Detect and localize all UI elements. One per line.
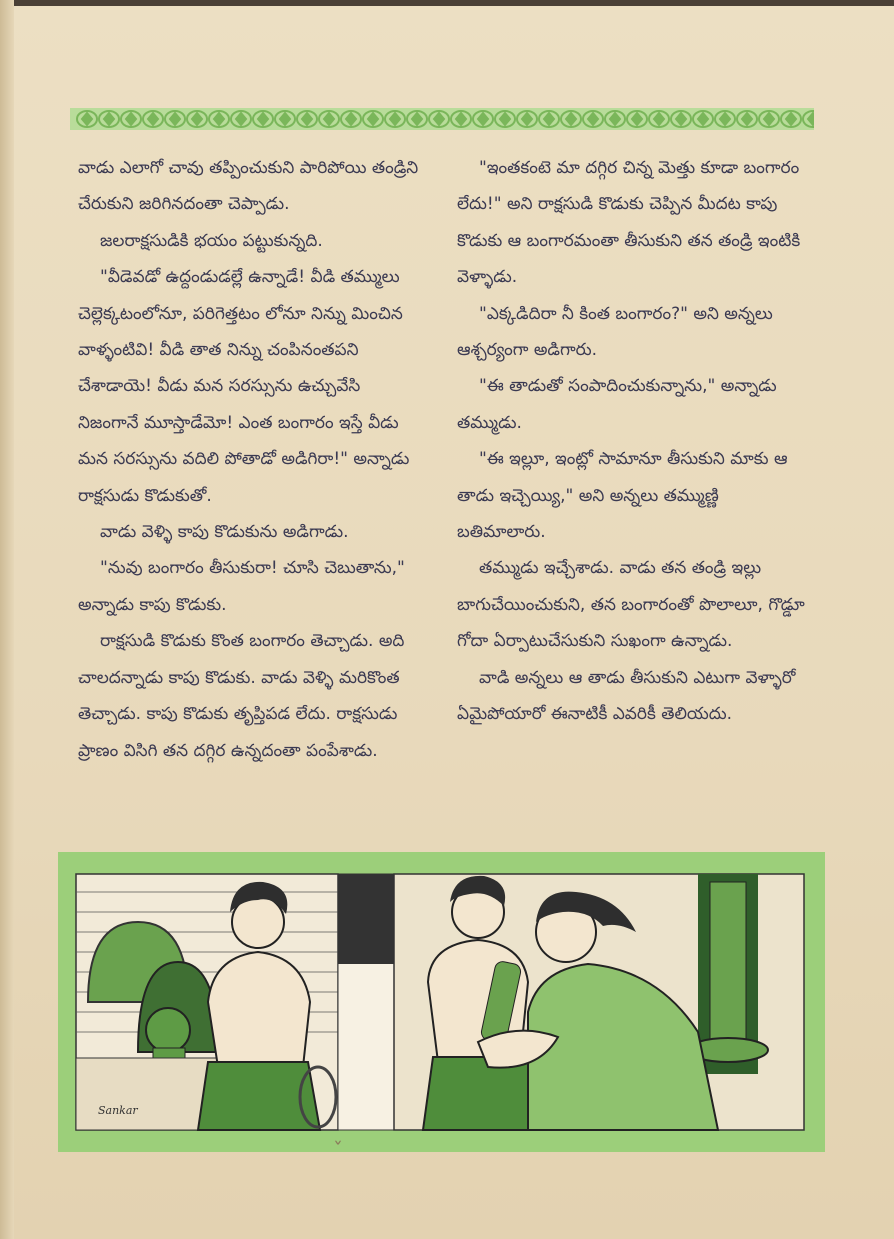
paragraph: "ఈ తాడుతో సంపాదించుకున్నాను," అన్నాడు తమ్ముడు.: [457, 376, 777, 433]
story-illustration: [58, 852, 825, 1152]
left-text-column: [78, 150, 426, 769]
paragraph: "ఎక్కడిదిరా నీ కింత బంగారం?" అని అన్నలు ఆశ్చర్యంగా అడిగారు.: [457, 303, 773, 361]
paragraph: రాక్షసుడి కొడుకు కొంత బంగారం తెచ్చాడు. అది చాలదన్నాడు కాపు కొడుకు. వాడు వెళ్ళి మరికొంత తెచ్చాడు. కాపు కొడుకు తృప్తిపడ లేదు. రాక్షసుడు ప్రాణం విసిగి తన దగ్గిర ఉన్నదంతా పంపేశాడు.: [78, 631, 405, 761]
paragraph: వాడు ఎలాగో చావు తప్పించుకుని పారిపోయి తండ్రిని చేరుకుని జరిగినదంతా చెప్పాడు.: [78, 158, 419, 215]
right-text-column: [457, 150, 805, 733]
page-top-edge: [0, 0, 894, 6]
page-gutter-shadow: [0, 0, 14, 1239]
paragraph: "ఇంతకంటె మా దగ్గిర చిన్న మెత్తు కూడా బంగారం లేదు!" అని రాక్షసుడి కొడుకు చెప్పిన మీదట కాపు కొడుకు ఆ బంగారమంతా తీసుకుని తన తండ్రి ఇంటికి వెళ్ళాడు.: [457, 158, 801, 288]
paragraph: వాడి అన్నలు ఆ తాడు తీసుకుని ఎటుగా వెళ్ళారో ఏమైపోయారో ఈనాటికీ ఎవరికీ తెలియదు.: [457, 667, 796, 725]
artist-signature: Sankar: [98, 1104, 138, 1117]
decorative-border: [70, 104, 814, 134]
paragraph: "నువు బంగారం తీసుకురా! చూసి చెబుతాను," అన్నాడు కాపు కొడుకు.: [78, 558, 405, 615]
paragraph: "ఈ ఇల్లూ, ఇంట్లో సామానూ తీసుకుని మాకు ఆ తాడు ఇచ్చెయ్యి," అని అన్నలు తమ్ముణ్ణి బతిమాలారు.: [457, 449, 788, 543]
paragraph: జలరాక్షసుడికి భయం పట్టుకున్నది.: [100, 230, 323, 251]
paragraph: తమ్ముడు ఇచ్చేశాడు. వాడు తన తండ్రి ఇల్లు బాగుచేయించుకుని, తన బంగారంతో పొలాలూ, గొడ్డూ గోదా ఏర్పాటుచేసుకుని సుఖంగా ఉన్నాడు.: [457, 558, 805, 652]
paragraph: "వీడెవడో ఉద్దండుడల్లే ఉన్నాడే! వీడి తమ్ములు చెల్లెక్కటంలోనూ, పరిగెత్తటం లోనూ నిన్ను మించిన వాళ్ళంటివి! వీడి తాత నిన్ను చంపినంతపని చేశాడాయె! వీడు మన సరస్సును ఉచ్చువేసి నిజంగానే మూస్తాడేమో! ఎంత బంగారం ఇస్తే వీడు మన సరస్సును వదిలి పోతాడో అడిగిరా!" అన్నాడు రాక్షసుడు కొడుకుతో.: [78, 267, 410, 506]
illustration-drawing: [58, 852, 825, 1152]
paragraph: వాడు వెళ్ళి కాపు కొడుకును అడిగాడు.: [100, 522, 349, 543]
stray-mark: ˇ: [333, 1138, 343, 1162]
